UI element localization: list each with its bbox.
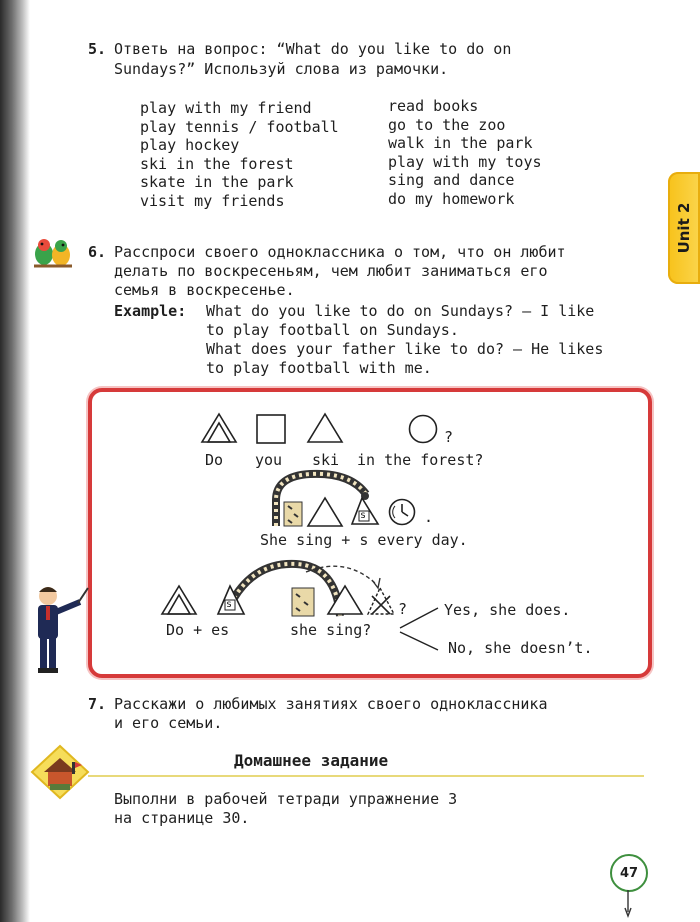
word-item: walk in the park	[388, 134, 533, 153]
ex6-number: 6.	[88, 243, 107, 261]
s-label: s	[360, 510, 367, 521]
word-box-left	[140, 99, 339, 211]
word-item: play tennis / football	[140, 117, 339, 136]
unit-tab-label: Unit 2	[675, 202, 693, 254]
crossed-s-triangle-icon	[366, 586, 396, 616]
page-number: 47	[610, 854, 648, 892]
word-item: visit my friends	[140, 191, 285, 210]
word-item: sing and dance	[388, 171, 515, 190]
answer-no: No, she doesn’t.	[448, 639, 593, 657]
triangle-icon	[306, 412, 344, 444]
answer-branch-lines	[398, 602, 442, 654]
period-mark: .	[424, 508, 434, 526]
parrots-icon	[30, 236, 76, 272]
word-item: play with my toys	[388, 152, 542, 171]
example-label: Example:	[114, 302, 187, 320]
word-item: ski in the forest	[140, 154, 294, 173]
ex5-number: 5.	[88, 40, 107, 58]
unit-tab[interactable]	[668, 172, 700, 284]
ex6-line3: семья в воскресенье.	[114, 281, 295, 299]
example-line2: to play football on Sundays.	[206, 321, 459, 339]
page-number-stem-icon	[624, 890, 632, 918]
homework-divider	[88, 775, 644, 777]
ex5-line2: Sundays?” Используй слова из рамочки.	[114, 60, 449, 78]
teacher-figure-icon	[30, 584, 90, 678]
word-item: play with my friend	[140, 99, 312, 117]
row1-word-ski: ski	[312, 451, 340, 469]
circle-icon	[408, 414, 438, 444]
homework-line1: Выполни в рабочей тетради упражнение 3	[114, 790, 458, 808]
homework-title: Домашнее задание	[234, 751, 389, 770]
word-item: go to the zoo	[388, 115, 506, 134]
ex7-line1: Расскажи о любимых занятиях своего одноклассника	[114, 695, 548, 713]
book-spine-shadow	[0, 0, 30, 922]
word-item: read books	[388, 97, 479, 115]
ex5-line1: Ответь на вопрос: “What do you like to do on	[114, 40, 512, 58]
row2-sentence: She sing + s every day.	[260, 531, 468, 549]
row1-word-rest: in the forest?	[357, 451, 484, 469]
ex7-number: 7.	[88, 695, 107, 713]
word-box-right	[388, 97, 542, 209]
question-mark: ?	[444, 428, 454, 446]
double-triangle-icon	[160, 584, 198, 616]
triangle-icon	[306, 496, 344, 528]
ex6-line1: Расспроси своего одноклассника о том, что он любит	[114, 243, 566, 261]
example-line3: What does your father like to do? — He likes	[206, 340, 604, 358]
word-item: play hockey	[140, 136, 240, 155]
word-item: skate in the park	[140, 173, 294, 192]
word-item: do my homework	[388, 189, 515, 208]
row1-word-do: Do	[205, 451, 224, 469]
homework-line2: на странице 30.	[114, 809, 250, 827]
row3-do-es: Do + es	[166, 621, 230, 639]
homework-house-icon	[30, 744, 90, 800]
double-triangle-icon	[200, 412, 238, 444]
question-mark: ?	[398, 600, 408, 618]
clock-icon	[388, 498, 416, 526]
ex6-line2: делать по воскресеньям, чем любит заниматься его	[114, 262, 548, 280]
square-icon	[256, 414, 286, 444]
answer-yes: Yes, she does.	[444, 601, 571, 619]
row1-word-you: you	[255, 451, 283, 469]
example-line1: What do you like to do on Sundays? — I like	[206, 302, 595, 320]
example-line4: to play football with me.	[206, 359, 432, 377]
row3-she-sing: she sing?	[290, 621, 372, 639]
s-label: s	[226, 599, 233, 610]
triangle-icon	[326, 584, 364, 616]
ex7-line2: и его семьи.	[114, 714, 223, 732]
